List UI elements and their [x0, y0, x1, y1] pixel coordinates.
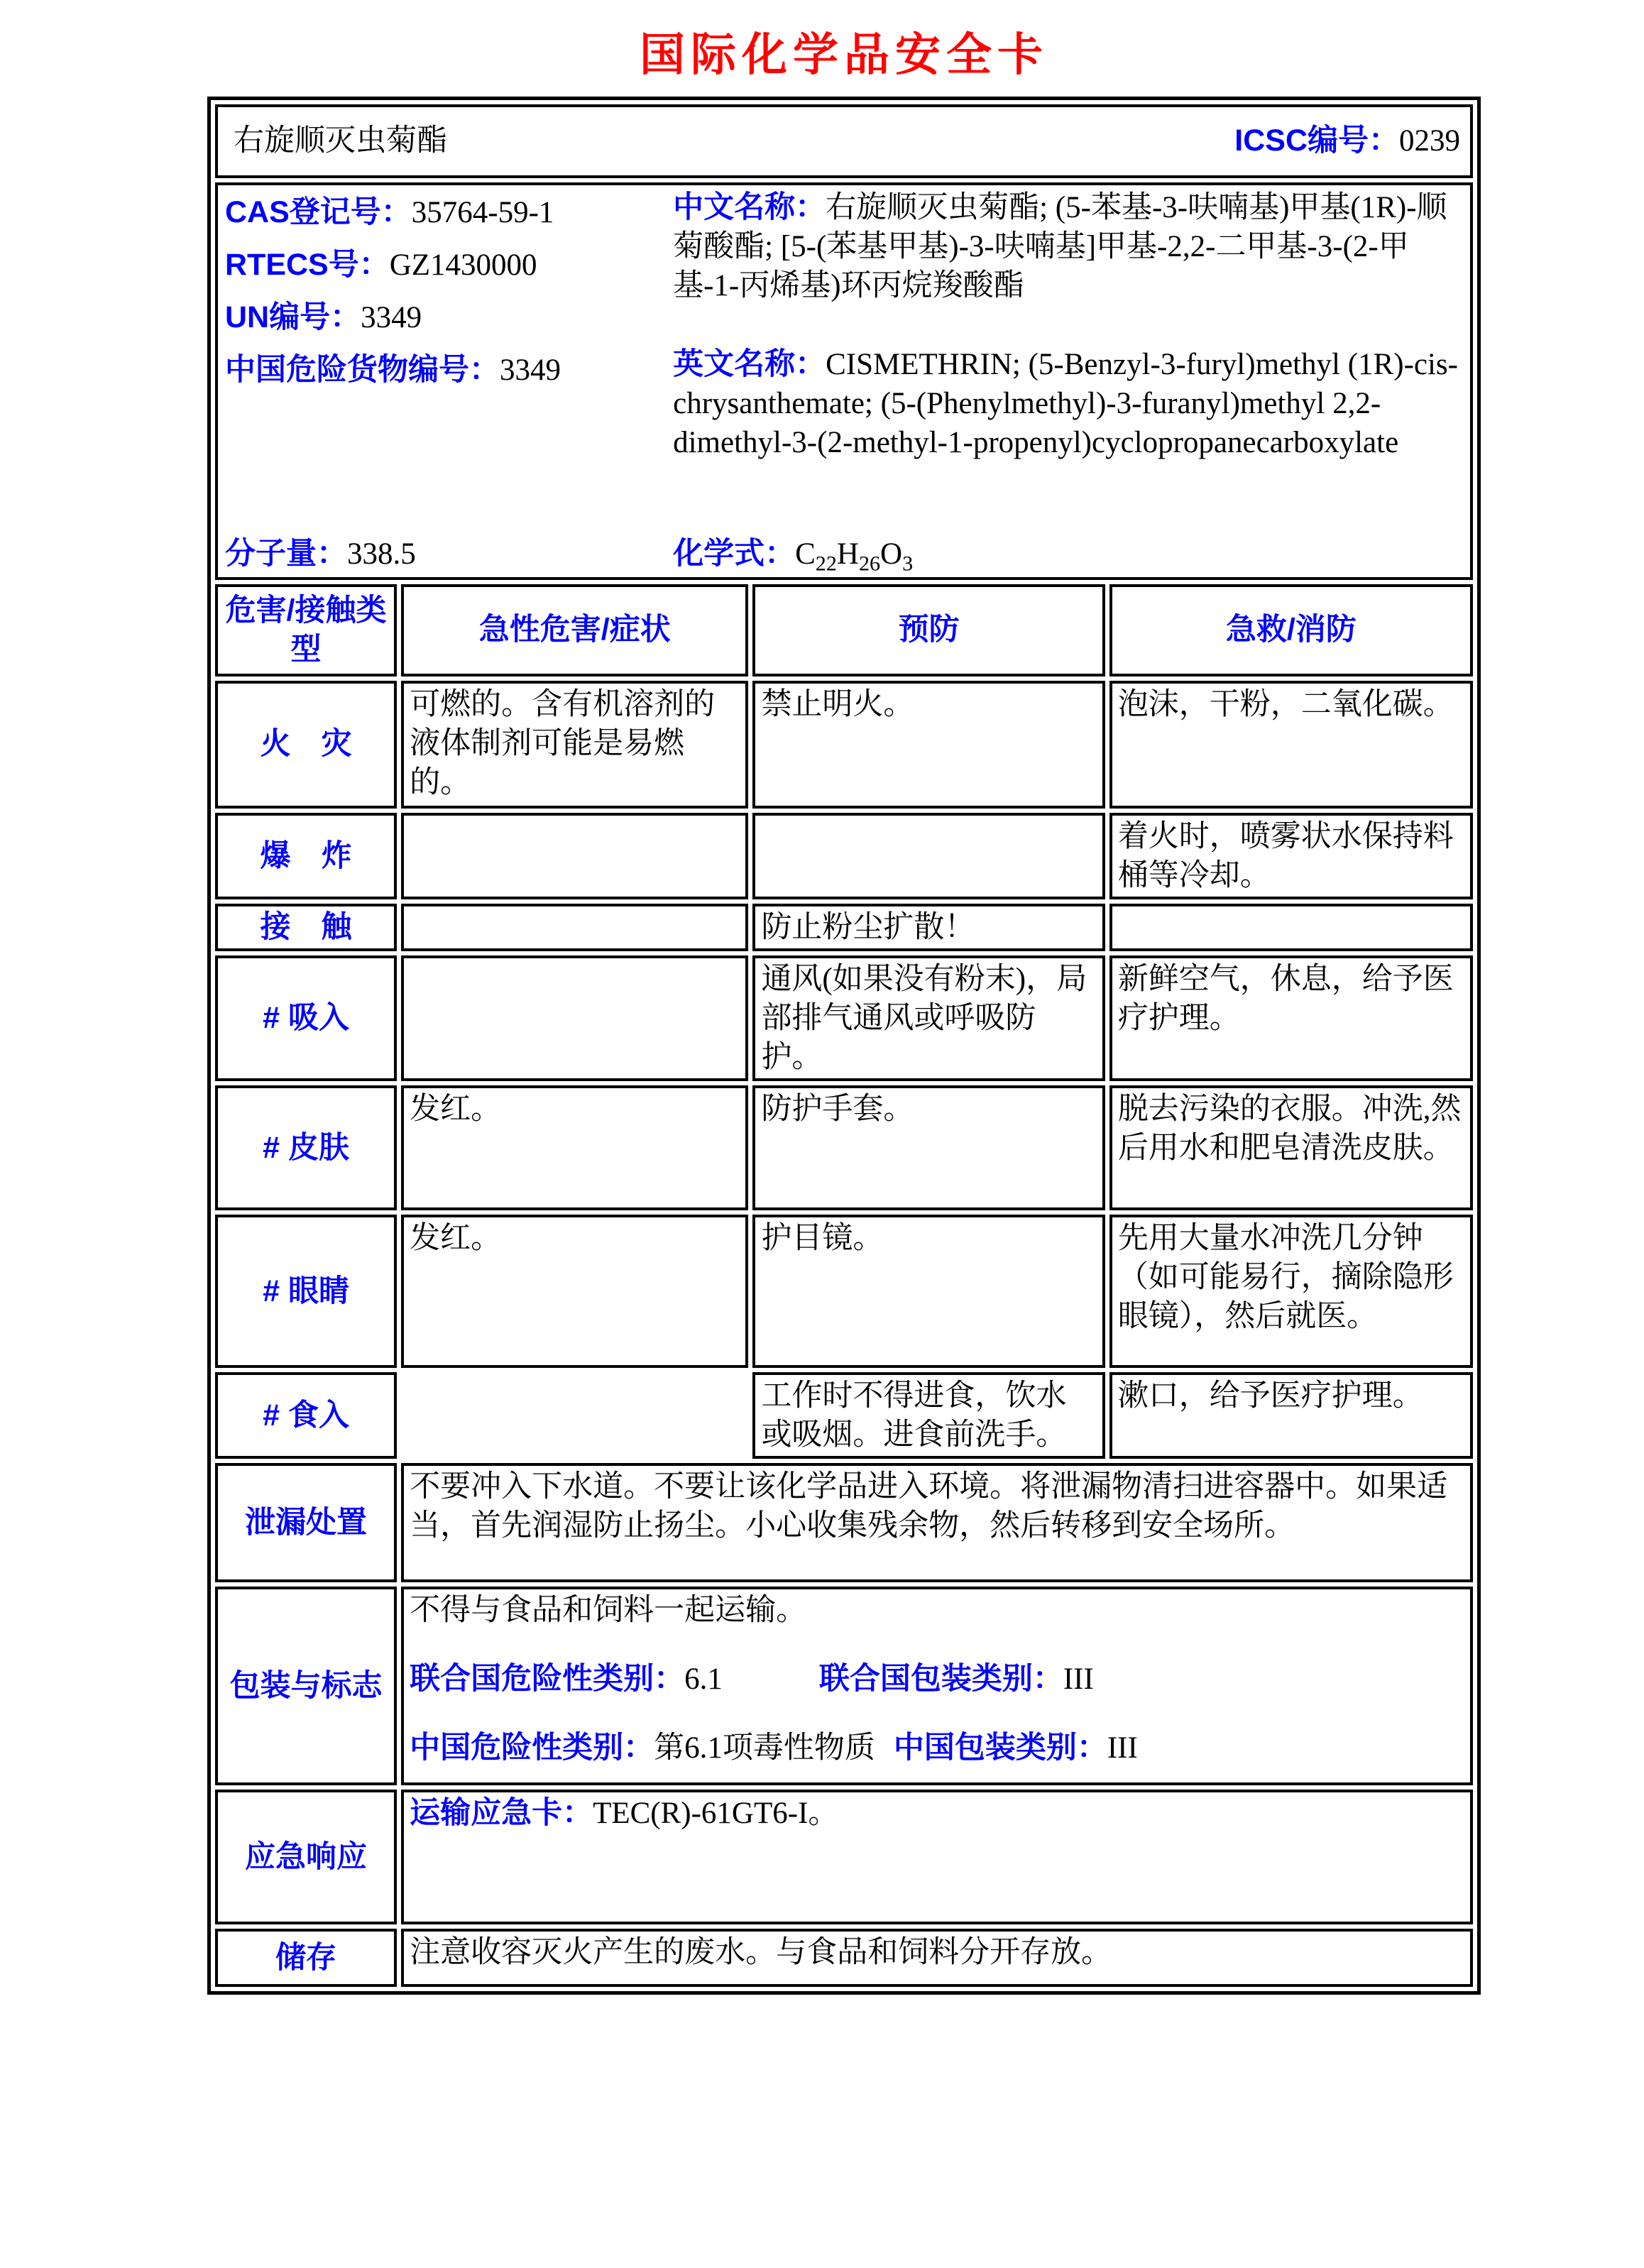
china-hazard-class-value: 第6.1项毒性物质 — [654, 1731, 875, 1765]
contact-label: 接 触 — [215, 904, 397, 951]
row-spill-disposal — [215, 1463, 1473, 1582]
header-prevention: 预防 — [752, 584, 1105, 676]
un-classification-line — [410, 1660, 1464, 1699]
ingestion-prevention: 工作时不得进食，饮水或吸烟。进食前洗手。 — [752, 1372, 1105, 1459]
header-hazard-type: 危害/接触类型 — [215, 584, 397, 676]
storage-content: 注意收容灭火产生的废水。与食品和饲料分开存放。 — [401, 1929, 1473, 1987]
inhalation-response: 新鲜空气，休息，给予医疗护理。 — [1109, 955, 1473, 1081]
china-classification-line — [410, 1729, 1464, 1768]
ingestion-label: # 食入 — [215, 1372, 397, 1459]
un-number-line — [225, 292, 670, 344]
row-skin — [215, 1085, 1473, 1210]
icsc-number — [1234, 121, 1464, 160]
header-first-aid: 急救/消防 — [1109, 584, 1473, 676]
skin-symptoms: 发红。 — [401, 1085, 748, 1210]
contact-prevention: 防止粉尘扩散！ — [752, 904, 1105, 951]
icsc-card-table — [207, 97, 1481, 1995]
un-number-value: 3349 — [361, 300, 422, 334]
eyes-symptoms: 发红。 — [401, 1215, 748, 1368]
explosion-prevention — [752, 813, 1105, 899]
storage-label: 储存 — [215, 1929, 397, 1987]
ingestion-response: 漱口，给予医疗护理。 — [1109, 1372, 1473, 1459]
row-packaging-labelling — [215, 1587, 1473, 1785]
eyes-label: # 眼睛 — [215, 1215, 397, 1368]
row-contact — [215, 904, 1473, 951]
china-packing-group-label: 中国包装类别： — [893, 1731, 1107, 1765]
ingestion-symptoms — [401, 1372, 748, 1459]
page — [0, 18, 1644, 2268]
page-title: 国际化学品安全卡 — [640, 29, 1048, 80]
fire-label: 火 灾 — [215, 681, 397, 809]
chemical-name: 右旋顺灭虫菊酯 — [234, 124, 447, 158]
identifiers-right-column — [670, 187, 1464, 576]
formula-line — [673, 532, 1464, 576]
chinese-name-paragraph — [673, 188, 1464, 305]
english-name-paragraph — [673, 345, 1464, 462]
emergency-response-content — [401, 1790, 1473, 1924]
packaging-content — [401, 1587, 1473, 1785]
row-storage — [215, 1929, 1473, 1987]
row-explosion — [215, 813, 1473, 899]
hazard-table-header-row — [215, 584, 1473, 676]
molecular-weight-line — [225, 532, 670, 576]
skin-label: # 皮肤 — [215, 1085, 397, 1210]
formula-value: $C_{22}H_{26}O_3$ — [795, 537, 914, 576]
rtecs-number-value: GZ1430000 — [389, 248, 537, 282]
explosion-symptoms — [401, 813, 748, 899]
identifiers-row — [215, 182, 1473, 580]
china-hazard-class-label: 中国危险性类别： — [410, 1731, 654, 1765]
china-dg-number-line — [225, 344, 670, 397]
fire-symptoms: 可燃的。含有机溶剂的液体制剂可能是易燃的。 — [401, 681, 748, 809]
fire-response: 泡沫，干粉，二氧化碳。 — [1109, 681, 1473, 809]
eyes-response: 先用大量水冲洗几分钟（如可能易行，摘除隐形眼镜），然后就医。 — [1109, 1215, 1473, 1368]
spill-disposal-label: 泄漏处置 — [215, 1463, 397, 1582]
formula-label: 化学式： — [673, 536, 796, 571]
explosion-response: 着火时，喷雾状水保持料桶等冷却。 — [1109, 813, 1473, 899]
row-ingestion — [215, 1372, 1473, 1459]
icsc-number-value: 0239 — [1399, 124, 1460, 158]
inhalation-prevention: 通风(如果没有粉末)，局部排气通风或呼吸防护。 — [752, 955, 1105, 1081]
english-name-label: 英文名称： — [673, 347, 826, 382]
name-row — [215, 104, 1473, 178]
chinese-name-label: 中文名称： — [673, 190, 826, 224]
contact-response — [1109, 904, 1473, 951]
transport-emergency-card-label: 运输应急卡： — [410, 1796, 593, 1831]
row-eyes — [215, 1215, 1473, 1368]
cas-number-label: CAS登记号： — [225, 195, 412, 229]
un-packing-group-label: 联合国包装类别： — [818, 1662, 1063, 1697]
identifiers-cell — [215, 182, 1473, 580]
emergency-response-label: 应急响应 — [215, 1790, 397, 1924]
icsc-number-label: ICSC编号： — [1234, 124, 1399, 158]
spill-disposal-content: 不要冲入下水道。不要让该化学品进入环境。将泄漏物清扫进容器中。如果适当，首先润湿防止扬尘。小心收集残余物，然后转移到安全场所。 — [401, 1463, 1473, 1582]
inhalation-symptoms — [401, 955, 748, 1081]
row-emergency-response — [215, 1790, 1473, 1924]
un-number-label: UN编号： — [225, 300, 361, 334]
name-cell — [215, 104, 1473, 178]
china-dg-number-value: 3349 — [500, 353, 561, 387]
transport-emergency-card-value: TEC(R)-61GT6-I。 — [593, 1797, 839, 1831]
identifiers-left-column — [224, 187, 670, 576]
skin-response: 脱去污染的衣服。冲洗,然后用水和肥皂清洗皮肤。 — [1109, 1085, 1473, 1210]
skin-prevention: 防护手套。 — [752, 1085, 1105, 1210]
contact-symptoms — [401, 904, 748, 951]
explosion-label: 爆 炸 — [215, 813, 397, 899]
un-packing-group-value: III — [1063, 1662, 1094, 1697]
un-hazard-class-value: 6.1 — [684, 1662, 723, 1697]
rtecs-number-label: RTECS号： — [225, 247, 390, 282]
english-name-value: CISMETHRIN; (5-Benzyl-3-furyl)methyl (1R)-cis-chrysanthemate; (5-(Phenylmethyl)-3-furanyl)methyl 2,2-dimethyl-3-(2-methyl-1-propenyl)cyclopropanecarboxylate — [673, 348, 1458, 460]
cas-number-value: 35764-59-1 — [411, 196, 554, 229]
rtecs-number-line — [225, 239, 670, 292]
chinese-name-value: 右旋顺灭虫菊酯; (5-苯基-3-呋喃基)甲基(1R)-顺菊酸酯; [5-(苯基甲基)-3-呋喃基]甲基-2,2-二甲基-3-(2-甲基-1-丙烯基)环丙烷羧酸酯 — [673, 191, 1447, 303]
fire-prevention: 禁止明火。 — [752, 681, 1105, 809]
un-hazard-class-label: 联合国危险性类别： — [410, 1662, 685, 1697]
cas-number-line — [225, 187, 670, 239]
packaging-label: 包装与标志 — [215, 1587, 397, 1785]
row-fire — [215, 681, 1473, 809]
molecular-weight-label: 分子量： — [225, 536, 347, 571]
china-packing-group-value: III — [1107, 1731, 1138, 1765]
packaging-transport-note: 不得与食品和饲料一起运输。 — [410, 1594, 807, 1628]
header-acute-symptoms: 急性危害/症状 — [401, 584, 748, 676]
inhalation-label: # 吸入 — [215, 955, 397, 1081]
row-inhalation — [215, 955, 1473, 1081]
eyes-prevention: 护目镜。 — [752, 1215, 1105, 1368]
molecular-weight-value: 338.5 — [347, 537, 416, 571]
china-dg-number-label: 中国危险货物编号： — [225, 352, 500, 387]
